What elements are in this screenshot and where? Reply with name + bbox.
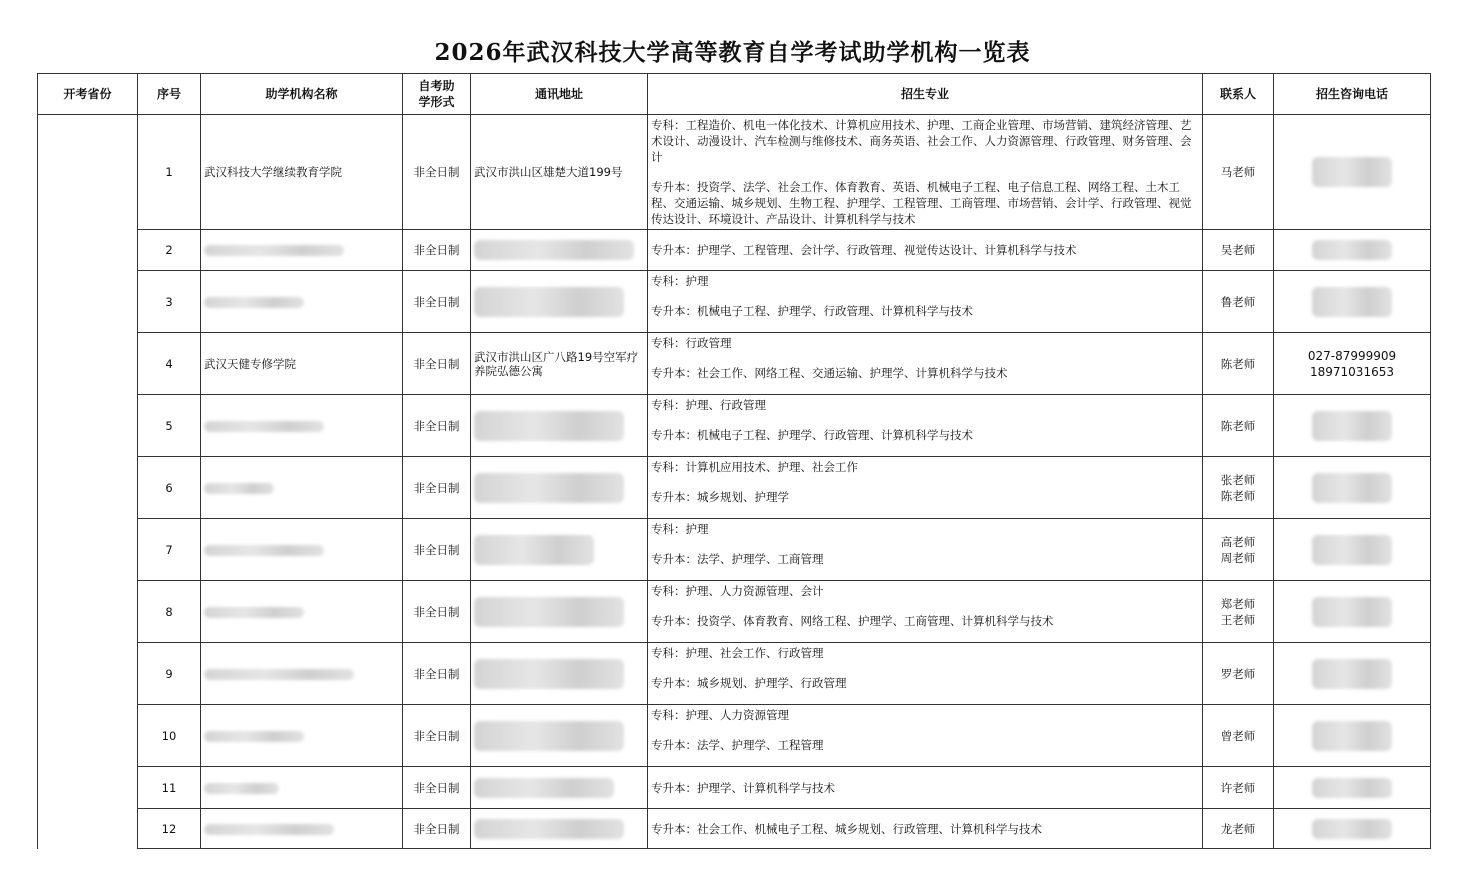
contact-cell bbox=[1203, 767, 1274, 809]
major-line: 专升本：机械电子工程、护理学、行政管理、计算机科学与技术 bbox=[651, 304, 973, 318]
col-header-no: 序号 bbox=[138, 74, 201, 115]
institution-name: 武汉天健专修学院 bbox=[201, 333, 403, 395]
study-form: 非全日制 bbox=[403, 519, 471, 581]
table-row bbox=[38, 333, 1431, 395]
redacted-blur bbox=[204, 669, 354, 680]
contact-name: 吴老师 bbox=[1220, 243, 1256, 257]
institution-name-redacted bbox=[201, 581, 403, 643]
phone-number: 027-87999909 bbox=[1307, 348, 1397, 363]
redacted-blur bbox=[1312, 157, 1392, 187]
contact-cell bbox=[1203, 115, 1274, 230]
col-header-form bbox=[403, 74, 471, 115]
major-line: 专科：护理 bbox=[651, 274, 709, 288]
col-header-majors: 招生专业 bbox=[648, 74, 1203, 115]
redacted-blur bbox=[1312, 473, 1392, 503]
province-cell bbox=[38, 115, 138, 849]
phone-redacted bbox=[1274, 705, 1431, 767]
institution-name-redacted bbox=[201, 643, 403, 705]
address: 武汉市洪山区雄楚大道199号 bbox=[471, 115, 648, 230]
redacted-blur bbox=[474, 411, 624, 441]
majors-cell bbox=[648, 333, 1203, 395]
phone-number: 18971031653 bbox=[1310, 364, 1394, 379]
institution-name-redacted bbox=[201, 519, 403, 581]
table-row bbox=[38, 395, 1431, 457]
major-line: 专升本：社会工作、机械电子工程、城乡规划、行政管理、计算机科学与技术 bbox=[651, 821, 1042, 836]
contact-name: 郑老师 bbox=[1220, 596, 1256, 611]
table-row bbox=[38, 767, 1431, 809]
redacted-blur bbox=[1312, 287, 1392, 317]
redacted-blur bbox=[474, 659, 624, 689]
redacted-blur bbox=[1312, 411, 1392, 441]
contact-name: 高老师 bbox=[1220, 534, 1256, 549]
table-row bbox=[38, 581, 1431, 643]
major-line: 专科：工程造价、机电一体化技术、计算机应用技术、护理、工商企业管理、市场营销、建筑经济管理、艺术设计、动漫设计、汽车检测与维修技术、商务英语、社会工作、人力资源管理、行政管理、财务管理、会计 bbox=[651, 118, 1192, 164]
major-line: 专升本：投资学、法学、社会工作、体育教育、英语、机械电子工程、电子信息工程、网络工程、土木工程、交通运输、城乡规划、生物工程、护理学、工程管理、工商管理、市场营销、会计学、行政管理、视觉传达设计、环境设计、产品设计、计算机科学与技术 bbox=[651, 180, 1192, 226]
study-form: 非全日制 bbox=[403, 643, 471, 705]
table-row bbox=[38, 643, 1431, 705]
row-number: 12 bbox=[138, 809, 201, 849]
address-redacted bbox=[471, 519, 648, 581]
institution-name-redacted bbox=[201, 395, 403, 457]
row-number: 2 bbox=[138, 230, 201, 271]
redacted-blur bbox=[1312, 819, 1392, 839]
contact-name: 陈老师 bbox=[1220, 418, 1256, 433]
redacted-blur bbox=[204, 824, 334, 835]
phone-redacted bbox=[1274, 230, 1431, 271]
contact-cell bbox=[1203, 809, 1274, 849]
address: 武汉市洪山区广八路19号空军疗养院弘德公寓 bbox=[471, 333, 648, 395]
redacted-blur bbox=[1312, 597, 1392, 627]
major-line: 专升本：城乡规划、护理学 bbox=[651, 490, 789, 504]
major-gap bbox=[651, 351, 1199, 365]
table-row bbox=[38, 457, 1431, 519]
row-number: 4 bbox=[138, 333, 201, 395]
table-row bbox=[38, 809, 1431, 849]
study-form: 非全日制 bbox=[403, 271, 471, 333]
major-line: 专科：护理、人力资源管理、会计 bbox=[651, 584, 824, 598]
majors-cell bbox=[648, 230, 1203, 271]
phone-redacted bbox=[1274, 581, 1431, 643]
phone-redacted bbox=[1274, 115, 1431, 230]
major-line: 专科：行政管理 bbox=[651, 336, 732, 350]
major-line: 专科：护理 bbox=[651, 522, 709, 536]
contact-name: 陈老师 bbox=[1220, 356, 1256, 371]
redacted-blur bbox=[1312, 535, 1392, 565]
contact-name: 鲁老师 bbox=[1220, 294, 1256, 309]
address-redacted bbox=[471, 705, 648, 767]
address-redacted bbox=[471, 809, 648, 849]
table-row bbox=[38, 519, 1431, 581]
redacted-blur bbox=[1312, 240, 1392, 260]
phone-redacted bbox=[1274, 395, 1431, 457]
redacted-blur bbox=[1312, 721, 1392, 751]
redacted-blur bbox=[204, 483, 274, 494]
address-redacted bbox=[471, 230, 648, 271]
major-line: 专升本：护理学、工程管理、会计学、行政管理、视觉传达设计、计算机科学与技术 bbox=[651, 243, 1077, 257]
col-header-address: 通讯地址 bbox=[471, 74, 648, 115]
institution-name-redacted bbox=[201, 271, 403, 333]
col-header-province: 开考省份 bbox=[38, 74, 138, 115]
col-header-phone: 招生咨询电话 bbox=[1274, 74, 1431, 115]
major-line: 专科：护理、人力资源管理 bbox=[651, 708, 789, 722]
majors-cell bbox=[648, 519, 1203, 581]
phone-redacted bbox=[1274, 271, 1431, 333]
table-row bbox=[38, 230, 1431, 271]
redacted-blur bbox=[474, 535, 594, 565]
contact-name: 马老师 bbox=[1220, 165, 1256, 179]
study-form: 非全日制 bbox=[403, 705, 471, 767]
majors-cell bbox=[648, 581, 1203, 643]
phone-redacted bbox=[1274, 767, 1431, 809]
phone-redacted bbox=[1274, 643, 1431, 705]
address-redacted bbox=[471, 457, 648, 519]
majors-cell bbox=[648, 705, 1203, 767]
address-redacted bbox=[471, 581, 648, 643]
major-line: 专升本：社会工作、网络工程、交通运输、护理学、计算机科学与技术 bbox=[651, 366, 1008, 380]
row-number: 1 bbox=[138, 115, 201, 230]
redacted-blur bbox=[474, 240, 634, 260]
institution-name-redacted bbox=[201, 809, 403, 849]
major-gap bbox=[651, 475, 1199, 489]
table-row bbox=[38, 271, 1431, 333]
col-header-name: 助学机构名称 bbox=[201, 74, 403, 115]
institution-name-redacted bbox=[201, 457, 403, 519]
redacted-blur bbox=[474, 778, 614, 798]
institution-name: 武汉科技大学继续教育学院 bbox=[201, 115, 403, 230]
redacted-blur bbox=[474, 721, 624, 751]
contact-cell bbox=[1203, 643, 1274, 705]
row-number: 5 bbox=[138, 395, 201, 457]
contact-name: 曾老师 bbox=[1220, 728, 1256, 743]
table-row bbox=[38, 115, 1431, 230]
table-row bbox=[38, 705, 1431, 767]
majors-cell bbox=[648, 457, 1203, 519]
major-gap bbox=[651, 723, 1199, 737]
contact-cell bbox=[1203, 230, 1274, 271]
study-form: 非全日制 bbox=[403, 581, 471, 643]
major-gap bbox=[651, 537, 1199, 551]
redacted-blur bbox=[474, 819, 624, 839]
row-number: 6 bbox=[138, 457, 201, 519]
redacted-blur bbox=[204, 783, 279, 794]
contact-cell bbox=[1203, 395, 1274, 457]
major-line: 专升本：法学、护理学、工商管理 bbox=[651, 552, 824, 566]
contact-cell bbox=[1203, 705, 1274, 767]
redacted-blur bbox=[204, 245, 344, 256]
major-line: 专科：护理、行政管理 bbox=[651, 398, 766, 412]
contact-name: 张老师 bbox=[1220, 472, 1256, 487]
major-line: 专升本：城乡规划、护理学、行政管理 bbox=[651, 676, 847, 690]
majors-cell bbox=[648, 809, 1203, 849]
study-form: 非全日制 bbox=[403, 767, 471, 809]
major-line: 专科：计算机应用技术、护理、社会工作 bbox=[651, 460, 858, 474]
major-gap bbox=[651, 413, 1199, 427]
contact-name: 周老师 bbox=[1220, 550, 1256, 565]
major-line: 专升本：投资学、体育教育、网络工程、护理学、工商管理、计算机科学与技术 bbox=[651, 614, 1054, 628]
redacted-blur bbox=[204, 545, 324, 556]
study-form: 非全日制 bbox=[403, 809, 471, 849]
phone-redacted bbox=[1274, 519, 1431, 581]
major-line: 专科：护理、社会工作、行政管理 bbox=[651, 646, 824, 660]
contact-name: 陈老师 bbox=[1220, 488, 1256, 503]
majors-cell bbox=[648, 395, 1203, 457]
row-number: 7 bbox=[138, 519, 201, 581]
phone bbox=[1274, 333, 1431, 395]
row-number: 3 bbox=[138, 271, 201, 333]
majors-cell bbox=[648, 643, 1203, 705]
redacted-blur bbox=[204, 607, 304, 618]
majors-cell bbox=[648, 271, 1203, 333]
col-header-contact: 联系人 bbox=[1203, 74, 1274, 115]
major-gap bbox=[651, 165, 1199, 179]
col-header-form-label: 自考助学形式 bbox=[418, 79, 455, 109]
majors-cell bbox=[648, 115, 1203, 230]
row-number: 8 bbox=[138, 581, 201, 643]
redacted-blur bbox=[1312, 659, 1392, 689]
institution-name-redacted bbox=[201, 705, 403, 767]
study-form: 非全日制 bbox=[403, 230, 471, 271]
address-redacted bbox=[471, 271, 648, 333]
institution-name-redacted bbox=[201, 767, 403, 809]
redacted-blur bbox=[204, 731, 304, 742]
redacted-blur bbox=[474, 473, 624, 503]
contact-name: 罗老师 bbox=[1220, 666, 1256, 681]
redacted-blur bbox=[204, 421, 324, 432]
contact-name: 王老师 bbox=[1220, 612, 1256, 627]
address-redacted bbox=[471, 395, 648, 457]
institution-name-redacted bbox=[201, 230, 403, 271]
redacted-blur bbox=[204, 297, 304, 308]
phone-redacted bbox=[1274, 809, 1431, 849]
major-gap bbox=[651, 661, 1199, 675]
major-gap bbox=[651, 289, 1199, 303]
major-line: 专升本：护理学、计算机科学与技术 bbox=[651, 780, 835, 795]
row-number: 10 bbox=[138, 705, 201, 767]
redacted-blur bbox=[474, 287, 624, 317]
contact-name: 许老师 bbox=[1220, 780, 1256, 795]
contact-cell bbox=[1203, 581, 1274, 643]
major-line: 专升本：机械电子工程、护理学、行政管理、计算机科学与技术 bbox=[651, 428, 973, 442]
institution-table bbox=[37, 73, 1431, 849]
table-header-row bbox=[38, 74, 1431, 115]
contact-cell bbox=[1203, 271, 1274, 333]
redacted-blur bbox=[474, 597, 624, 627]
majors-cell bbox=[648, 767, 1203, 809]
page-title: 2026年武汉科技大学高等教育自学考试助学机构一览表 bbox=[434, 39, 1031, 66]
contact-cell bbox=[1203, 333, 1274, 395]
contact-name: 龙老师 bbox=[1220, 821, 1256, 836]
contact-cell bbox=[1203, 519, 1274, 581]
address-redacted bbox=[471, 767, 648, 809]
row-number: 11 bbox=[138, 767, 201, 809]
contact-cell bbox=[1203, 457, 1274, 519]
study-form: 非全日制 bbox=[403, 395, 471, 457]
row-number: 9 bbox=[138, 643, 201, 705]
major-line: 专升本：法学、护理学、工程管理 bbox=[651, 738, 824, 752]
study-form: 非全日制 bbox=[403, 333, 471, 395]
address-redacted bbox=[471, 643, 648, 705]
phone-redacted bbox=[1274, 457, 1431, 519]
major-gap bbox=[651, 599, 1199, 613]
redacted-blur bbox=[1312, 778, 1392, 798]
study-form: 非全日制 bbox=[403, 115, 471, 230]
study-form: 非全日制 bbox=[403, 457, 471, 519]
